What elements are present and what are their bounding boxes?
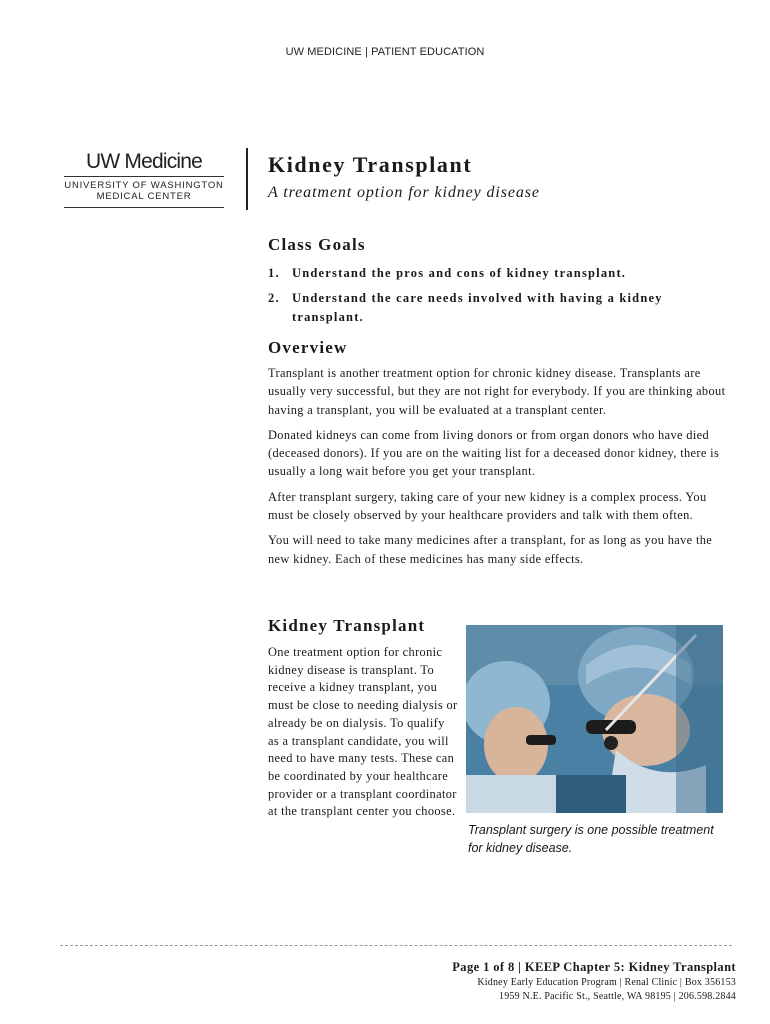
overview-paragraph: After transplant surgery, taking care of your new kidney is a complex process. You must be closely observed by your healthcare providers and talk with them often. — [268, 489, 707, 523]
overview-section — [268, 364, 728, 575]
overview-paragraph: Donated kidneys can come from living donors or from organ donors who have died (deceased donors). If you are on the waiting list for a deceased donor kidney, there is usually a long wait before you get your transplant. — [268, 427, 720, 479]
class-goals-heading: Class Goals — [268, 235, 366, 254]
page-header: UW MEDICINE | PATIENT EDUCATION — [285, 46, 485, 58]
page-title: Kidney Transplant — [268, 152, 473, 177]
overview-heading: Overview — [268, 338, 348, 357]
footer-divider — [60, 945, 732, 946]
overview-paragraph: Transplant is another treatment option for chronic kidney disease. Transplants are usually very successful, but they are not right for everybody. If you are thinking about having a transplant, you will be evaluated at a transplant center. — [268, 366, 726, 417]
footer-program: Kidney Early Education Program | Renal Clinic | Box 356153 — [477, 977, 736, 988]
uw-medicine-logo — [64, 150, 224, 208]
title-divider — [246, 148, 248, 210]
surgery-illustration — [466, 625, 723, 813]
kidney-transplant-heading: Kidney Transplant — [268, 616, 426, 635]
surgery-photo — [466, 625, 723, 813]
page-subtitle: A treatment option for kidney disease — [268, 184, 540, 201]
logo-divider — [64, 176, 224, 177]
class-goals-list — [268, 264, 728, 333]
kidney-transplant-paragraph: One treatment option for chronic kidney disease is transplant. To receive a kidney transplant, you must be close to needing dialysis or already be on dialysis. To qualify as a transplant candidate, you will need to have many tests. These can be coordinated by your healthcare provider or a transplant coordinator at the transplant center you choose. — [268, 645, 458, 819]
page-footer — [452, 958, 736, 1004]
logo-name: UW Medicine — [85, 150, 203, 173]
goal-item: 1. Understand the pros and cons of kidney transplant. — [268, 266, 627, 280]
logo-bottom-rule — [64, 207, 224, 208]
footer-address: 1959 N.E. Pacific St., Seattle, WA 98195 | 206.598.2844 — [499, 991, 736, 1002]
footer-page-info: Page 1 of 8 | KEEP Chapter 5: Kidney Transplant — [452, 960, 736, 974]
overview-paragraph: You will need to take many medicines after a transplant, for as long as you have the new kidney. Each of these medicines has many side effects. — [268, 533, 713, 566]
goal-item: 2. Understand the care needs involved with having a kidney transplant. — [268, 291, 663, 324]
photo-caption: Transplant surgery is one possible treatment for kidney disease. — [468, 823, 714, 855]
logo-line1: UNIVERSITY OF WASHINGTON — [64, 180, 224, 191]
logo-line2: MEDICAL CENTER — [96, 191, 192, 202]
